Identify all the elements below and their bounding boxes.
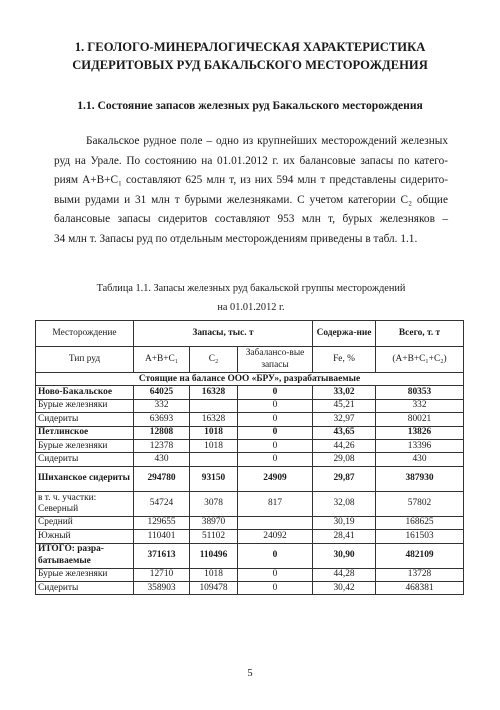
table-row — [36, 453, 464, 466]
cell-deposit: в т. ч. участки: Северный — [36, 491, 134, 516]
table-row — [36, 426, 464, 439]
chapter-heading-line-1: 1. ГЕОЛОГО-МИНЕРАЛОГИЧЕСКАЯ ХАРАКТЕРИСТИКА — [74, 40, 426, 54]
cell-abc1: 371613 — [134, 543, 190, 568]
cell-c2: 38970 — [190, 516, 238, 529]
cell-total: 57802 — [376, 491, 464, 516]
table-caption-line-2: на 01.01.2012 г. — [217, 302, 285, 313]
cell-total: 13396 — [376, 439, 464, 452]
cell-abc1: 430 — [134, 453, 190, 466]
header-total: Всего, т. т — [376, 321, 464, 347]
cell-deposit: Сидериты — [36, 453, 134, 466]
cell-fe: 28,41 — [313, 530, 376, 543]
chapter-heading-line-2: СИДЕРИТОВЫХ РУД БАКАЛЬСКОГО МЕСТОРОЖДЕНИЯ — [72, 58, 428, 72]
section-title: Стоящие на балансе ООО «БРУ», разрабатываемые — [36, 373, 464, 386]
table-row — [36, 466, 464, 491]
table-row — [36, 413, 464, 426]
header-content: Содержа-ние — [313, 321, 376, 347]
section-heading: 1.1. Состояние запасов железных руд Бакальского месторождения — [77, 99, 423, 112]
paragraph-line: выми рудами и 31 млн т бурыми железняками. С учетом категории С₂ общие — [54, 193, 448, 206]
cell-fe: 30,42 — [313, 581, 376, 594]
table-header-row-1 — [36, 321, 464, 347]
cell-offbalance: 0 — [238, 413, 313, 426]
table-body — [36, 373, 464, 595]
cell-deposit: Шиханское сидериты — [36, 466, 134, 491]
cell-abc1: 110401 — [134, 530, 190, 543]
cell-total: 468381 — [376, 581, 464, 594]
cell-offbalance: 0 — [238, 568, 313, 581]
cell-c2: 109478 — [190, 581, 238, 594]
reserves-table — [35, 320, 464, 595]
cell-fe: 43,65 — [313, 426, 376, 439]
cell-abc1: 64025 — [134, 386, 190, 399]
cell-fe: 44,26 — [313, 439, 376, 452]
cell-deposit: Средний — [36, 516, 134, 529]
cell-abc1: 129655 — [134, 516, 190, 529]
cell-total: 80021 — [376, 413, 464, 426]
cell-fe: 29,08 — [313, 453, 376, 466]
table-header-row-2 — [36, 347, 464, 373]
cell-total: 161503 — [376, 530, 464, 543]
cell-offbalance: 0 — [238, 581, 313, 594]
cell-total: 168625 — [376, 516, 464, 529]
cell-c2: 1018 — [190, 568, 238, 581]
paragraph-line: Бакальское рудное поле – одно из крупнейших месторождений железных — [86, 135, 448, 147]
cell-total: 13826 — [376, 426, 464, 439]
header-ore-type: Тип руд — [36, 347, 134, 373]
table-row — [36, 516, 464, 529]
cell-offbalance: 24092 — [238, 530, 313, 543]
cell-deposit: Южный — [36, 530, 134, 543]
cell-offbalance — [238, 516, 313, 529]
cell-c2: 110496 — [190, 543, 238, 568]
cell-fe: 29,87 — [313, 466, 376, 491]
header-abc1: А+В+С₁ — [134, 347, 190, 373]
chapter-heading — [40, 38, 460, 74]
cell-abc1: 54724 — [134, 491, 190, 516]
header-fe: Fe, % — [313, 347, 376, 373]
table-caption-line-1: Таблица 1.1. Запасы железных руд бакальской группы месторождений — [96, 283, 406, 294]
cell-total: 430 — [376, 453, 464, 466]
cell-fe: 30,90 — [313, 543, 376, 568]
cell-deposit: Бурые железняки — [36, 568, 134, 581]
cell-c2: 16328 — [190, 386, 238, 399]
cell-abc1: 358903 — [134, 581, 190, 594]
cell-c2: 93150 — [190, 466, 238, 491]
cell-deposit: Сидериты — [36, 581, 134, 594]
cell-deposit: Бурые железняки — [36, 399, 134, 412]
cell-offbalance: 0 — [238, 426, 313, 439]
section-row — [36, 373, 464, 386]
body-paragraph — [54, 132, 448, 250]
cell-offbalance: 0 — [238, 543, 313, 568]
cell-abc1: 63693 — [134, 413, 190, 426]
cell-c2: 1018 — [190, 439, 238, 452]
table-row — [36, 399, 464, 412]
paragraph-line: 34 млн т. Запасы руд по отдельным месторождениям приведены в табл. 1.1. — [54, 232, 418, 245]
cell-fe: 45,21 — [313, 399, 376, 412]
cell-abc1: 12710 — [134, 568, 190, 581]
cell-offbalance: 0 — [238, 439, 313, 452]
cell-offbalance: 817 — [238, 491, 313, 516]
paragraph-line: балансовые запасы сидеритов составляют 953 млн т, бурых железняков – — [54, 213, 448, 226]
cell-offbalance: 0 — [238, 386, 313, 399]
cell-c2: 16328 — [190, 413, 238, 426]
cell-total: 80353 — [376, 386, 464, 399]
cell-abc1: 294780 — [134, 466, 190, 491]
header-reserves: Запасы, тыс. т — [134, 321, 313, 347]
table-row — [36, 386, 464, 399]
cell-offbalance: 0 — [238, 399, 313, 412]
table-row — [36, 581, 464, 594]
cell-total: 387930 — [376, 466, 464, 491]
table-caption — [54, 279, 448, 317]
cell-c2: 51102 — [190, 530, 238, 543]
cell-fe: 32,97 — [313, 413, 376, 426]
table-row — [36, 568, 464, 581]
table-row — [36, 491, 464, 516]
cell-fe: 44,28 — [313, 568, 376, 581]
cell-c2: 1018 — [190, 426, 238, 439]
cell-c2 — [190, 399, 238, 412]
table-row — [36, 543, 464, 568]
cell-fe: 30,19 — [313, 516, 376, 529]
paragraph-line: руд на Урале. По состоянию на 01.01.2012 г. их балансовые запасы по катего- — [54, 154, 448, 167]
cell-abc1: 332 — [134, 399, 190, 412]
cell-fe: 33,02 — [313, 386, 376, 399]
cell-offbalance: 0 — [238, 453, 313, 466]
cell-deposit: Бурые железняки — [36, 439, 134, 452]
cell-offbalance: 24909 — [238, 466, 313, 491]
cell-abc1: 12808 — [134, 426, 190, 439]
cell-deposit: Петлинское — [36, 426, 134, 439]
table-row — [36, 439, 464, 452]
table-row — [36, 530, 464, 543]
cell-abc1: 12378 — [134, 439, 190, 452]
header-offbalance: Забалансо-вые запасы — [238, 347, 313, 373]
cell-total: 332 — [376, 399, 464, 412]
cell-deposit: Сидериты — [36, 413, 134, 426]
header-sum: (А+В+С₁+С₂) — [376, 347, 464, 373]
paragraph-line: риям А+В+С₁ составляют 625 млн т, из них 594 млн т представлены сидерито- — [54, 174, 448, 187]
header-c2: С₂ — [190, 347, 238, 373]
page-number: 5 — [247, 668, 253, 679]
cell-c2 — [190, 453, 238, 466]
cell-c2: 3078 — [190, 491, 238, 516]
cell-fe: 32,08 — [313, 491, 376, 516]
cell-deposit: Ново-Бакальское — [36, 386, 134, 399]
cell-total: 13728 — [376, 568, 464, 581]
header-deposit: Месторождение — [36, 321, 134, 347]
cell-deposit: ИТОГО: разра-батываемые — [36, 543, 134, 568]
cell-total: 482109 — [376, 543, 464, 568]
